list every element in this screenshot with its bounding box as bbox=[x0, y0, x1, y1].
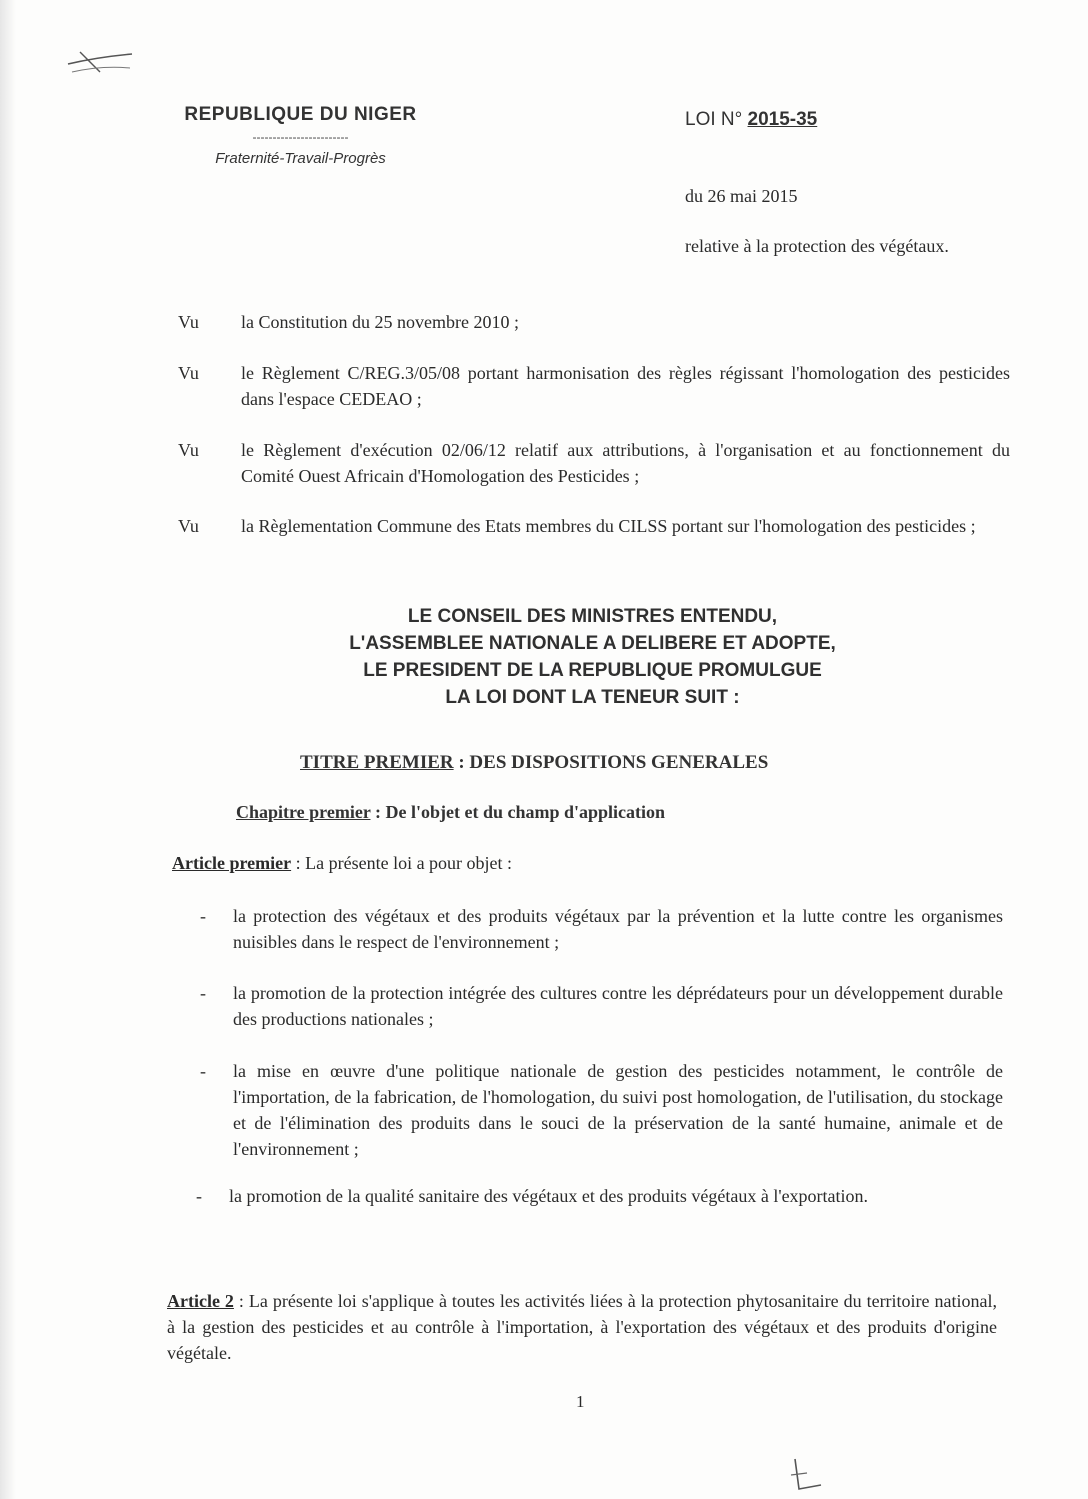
article-1-label: Article premier bbox=[172, 853, 292, 873]
promulgation-line: LE CONSEIL DES MINISTRES ENTENDU, bbox=[407, 606, 778, 627]
scan-edge bbox=[0, 0, 16, 1499]
vu-label: Vu bbox=[178, 516, 199, 536]
article-1-item bbox=[200, 903, 1008, 955]
bullet-dash: - bbox=[200, 1061, 206, 1081]
bullet-text: la mise en œuvre d'une politique nationale de gestion des pesticides notamment, le contrôle de l'importation, de la fabrication, de l'homologation, du suivi post homologation, de l'utilisation, du stockage et de l'élimination des produits dans le souci de la préservation de la santé humaine, animale et de l'environnement ; bbox=[233, 1061, 1003, 1159]
republic-name: REPUBLIQUE DU NIGER bbox=[184, 104, 417, 125]
vu-text: le Règlement C/REG.3/05/08 portant harmonisation des règles régissant l'homologation des pesticides dans l'espace CEDEAO ; bbox=[241, 363, 1010, 409]
titre-text: : DES DISPOSITIONS GENERALES bbox=[453, 752, 769, 773]
vu-label: Vu bbox=[178, 312, 199, 332]
article-1-item bbox=[196, 1183, 1004, 1235]
bullet-text: la promotion de la protection intégrée des cultures contre les déprédateurs pour un développement durable des productions nationales ; bbox=[233, 983, 1003, 1029]
promulgation-line: L'ASSEMBLEE NATIONALE A DELIBERE ET ADOPTE, bbox=[349, 633, 836, 654]
law-date: du 26 mai 2015 bbox=[685, 186, 798, 206]
bullet-text: la promotion de la qualité sanitaire des végétaux et des produits végétaux à l'exportation. bbox=[229, 1186, 869, 1206]
page-number: 1 bbox=[576, 1392, 585, 1411]
handwritten-mark-top bbox=[60, 42, 140, 82]
vu-clause bbox=[178, 360, 1010, 412]
law-number bbox=[685, 109, 817, 131]
promulgation-block bbox=[200, 603, 985, 711]
article-1-item bbox=[200, 980, 1008, 1032]
article-1-item bbox=[200, 1058, 1008, 1162]
titre-heading bbox=[300, 752, 768, 774]
chapitre-heading bbox=[236, 802, 665, 823]
vu-text: la Constitution du 25 novembre 2010 ; bbox=[241, 312, 519, 332]
titre-label: TITRE PREMIER bbox=[300, 752, 454, 773]
handwritten-mark-bottom bbox=[785, 1455, 835, 1495]
article-2 bbox=[167, 1288, 997, 1366]
article-2-label: Article 2 bbox=[167, 1291, 234, 1311]
vu-label: Vu bbox=[178, 363, 199, 383]
promulgation-line: LE PRESIDENT DE LA REPUBLIQUE PROMULGUE bbox=[363, 660, 822, 681]
chapitre-label: Chapitre premier bbox=[236, 802, 371, 822]
bullet-dash: - bbox=[196, 1186, 202, 1206]
bullet-text: la protection des végétaux et des produits végétaux par la prévention et la lutte contre les organismes nuisibles dans le respect de l'environnement ; bbox=[233, 906, 1003, 952]
vu-clause bbox=[178, 437, 1010, 489]
promulgation-line: LA LOI DONT LA TENEUR SUIT : bbox=[445, 687, 740, 708]
header-left bbox=[148, 104, 453, 167]
chapitre-text: : De l'objet et du champ d'application bbox=[370, 802, 665, 822]
article-1-intro bbox=[172, 850, 1002, 876]
national-motto: Fraternité-Travail-Progrès bbox=[215, 150, 386, 167]
law-subject: relative à la protection des végétaux. bbox=[685, 236, 949, 256]
bullet-dash: - bbox=[200, 983, 206, 1003]
vu-text: la Règlementation Commune des Etats membres du CILSS portant sur l'homologation des pesticides ; bbox=[241, 516, 976, 536]
vu-clause bbox=[178, 513, 1010, 565]
header-divider: ------------------------ bbox=[252, 130, 349, 144]
bullet-dash: - bbox=[200, 906, 206, 926]
article-2-text: : La présente loi s'applique à toutes les activités liées à la protection phytosanitaire du territoire national, à la gestion des pesticides et au contrôle à l'importation, à l'exportation des végétaux et des produits d'origine végétale. bbox=[167, 1291, 997, 1363]
article-1-text: : La présente loi a pour objet : bbox=[291, 853, 513, 873]
law-number-prefix: LOI N° bbox=[685, 109, 743, 130]
vu-text: le Règlement d'exécution 02/06/12 relatif aux attributions, à l'organisation et au fonctionnement du Comité Ouest Africain d'Homologation des Pesticides ; bbox=[241, 440, 1010, 486]
vu-label: Vu bbox=[178, 440, 199, 460]
law-number-value: 2015-35 bbox=[747, 109, 818, 130]
vu-clause bbox=[178, 309, 1010, 335]
